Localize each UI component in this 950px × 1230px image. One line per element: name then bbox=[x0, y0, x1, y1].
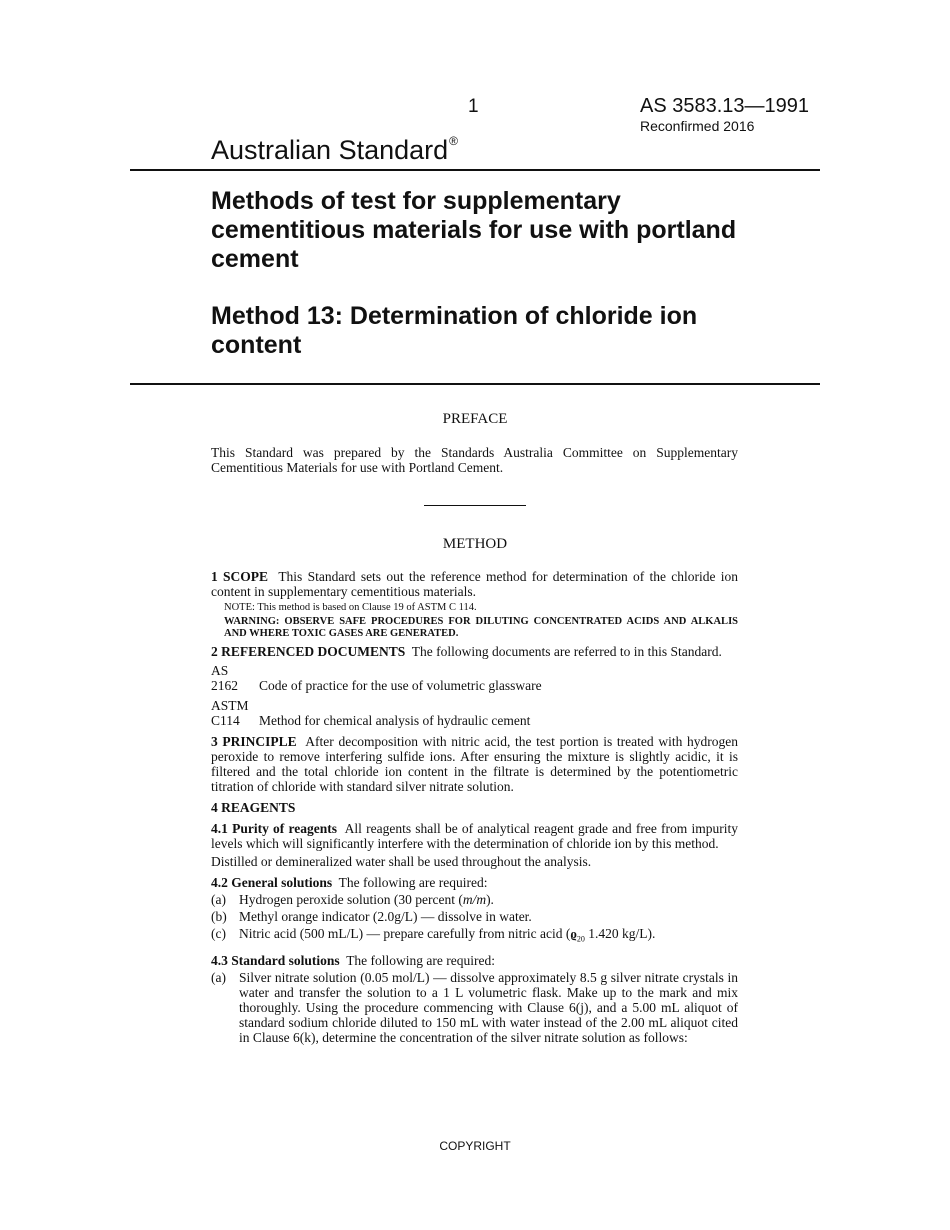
general-solutions-paragraph bbox=[211, 875, 738, 890]
list-text: Silver nitrate solution (0.05 mol/L) — dissolve approximately 8.5 g silver nitrate crystals in water and transfer the solution to a 1 L volumetric flask. Make up to the mark and mix thoroughly. Using the procedure commencing with Clause 6(j), and a 5.00 mL aliquot of standard sodium chloride diluted to 150 mL with water instead of the 2.00 mL aliquot cited in Clause 6(k), determine the concentration of the silver nitrate solution as follows: bbox=[239, 969, 738, 1045]
header-rule bbox=[130, 169, 820, 171]
list-label: (a) bbox=[211, 892, 226, 907]
reference-title: Code of practice for the use of volumetric glassware bbox=[259, 678, 542, 693]
reference-code: 2162 bbox=[211, 678, 238, 693]
list-text-part: 1.420 kg/L). bbox=[584, 926, 656, 941]
reference-item bbox=[211, 713, 738, 728]
list-text-italic: m/m bbox=[462, 892, 487, 907]
principle-paragraph bbox=[211, 734, 738, 794]
preface-paragraph: This Standard was prepared by the Standards Australia Committee on Supplementary Cementitious Materials for use with Portland Cement. bbox=[211, 445, 738, 475]
density-symbol bbox=[570, 926, 585, 947]
reference-group-as bbox=[211, 663, 738, 693]
list-label: (b) bbox=[211, 909, 227, 924]
general-heading: 4.2 General solutions bbox=[211, 875, 333, 890]
purity-heading: 4.1 Purity of reagents bbox=[211, 821, 337, 836]
scope-heading: 1 SCOPE bbox=[211, 569, 269, 584]
scope-paragraph bbox=[211, 569, 738, 599]
document-title bbox=[211, 187, 771, 360]
list-text bbox=[239, 926, 738, 947]
purity-text: All reagents shall be of analytical reagent grade and free from impurity levels which will significantly interfere with the determination of chloride ion by this method. bbox=[211, 821, 738, 851]
reference-group-astm bbox=[211, 698, 738, 728]
reagents-heading-text: 4 REAGENTS bbox=[211, 800, 296, 815]
method-heading: METHOD bbox=[442, 536, 508, 552]
list-text-part: Nitric acid (500 mL/L) — prepare carefully from nitric acid ( bbox=[239, 926, 571, 941]
list-text-part: Hydrogen peroxide solution (30 percent ( bbox=[239, 892, 463, 907]
reference-title: Method for chemical analysis of hydraulic cement bbox=[259, 713, 531, 728]
brand-title bbox=[211, 134, 458, 166]
scope-text: This Standard sets out the reference method for determination of the chloride ion content in supplementary cementitious materials. bbox=[211, 569, 739, 599]
standard-intro: The following are required: bbox=[346, 952, 496, 968]
referenced-heading: 2 REFERENCED DOCUMENTS bbox=[211, 644, 406, 659]
list-item bbox=[211, 926, 738, 947]
list-label: (a) bbox=[211, 969, 226, 985]
list-item bbox=[211, 909, 738, 924]
scope-note: NOTE: This method is based on Clause 19 of ASTM C 114. bbox=[224, 602, 477, 613]
copyright-footer: COPYRIGHT bbox=[439, 1139, 511, 1153]
reference-code: C114 bbox=[211, 713, 240, 728]
standard-solutions-paragraph bbox=[211, 953, 738, 968]
method-title: Method 13: Determination of chloride ion content bbox=[211, 302, 698, 359]
main-title: Methods of test for supplementary cementitious materials for use with portland cement bbox=[211, 187, 737, 273]
preface-heading: PREFACE bbox=[442, 411, 508, 427]
method-body bbox=[211, 569, 738, 1045]
standard-heading: 4.3 Standard solutions bbox=[211, 952, 340, 968]
scope-warning: WARNING: OBSERVE SAFE PROCEDURES FOR DILUTING CONCENTRATED ACIDS AND ALKALIS AND WHERE TOXIC GASES ARE GENERATED. bbox=[224, 616, 738, 639]
reconfirmed-note: Reconfirmed 2016 bbox=[640, 118, 755, 134]
page-number: 1 bbox=[468, 96, 479, 117]
list-text-part: ). bbox=[486, 892, 494, 907]
list-item bbox=[211, 892, 738, 907]
list-text: Methyl orange indicator (2.0g/L) — dissolve in water. bbox=[239, 909, 532, 924]
reagents-heading bbox=[211, 800, 738, 815]
standard-number: AS 3583.13—1991 bbox=[640, 95, 810, 117]
reference-item bbox=[211, 678, 738, 693]
rho-subscript: 20 bbox=[576, 934, 585, 944]
purity-paragraph bbox=[211, 821, 738, 851]
list-label: (c) bbox=[211, 926, 226, 941]
preface-text bbox=[211, 445, 738, 475]
registered-mark: ® bbox=[449, 134, 458, 148]
list-text bbox=[239, 892, 738, 907]
title-rule bbox=[130, 383, 820, 385]
referenced-paragraph bbox=[211, 644, 738, 659]
general-intro: The following are required: bbox=[338, 875, 488, 890]
principle-heading: 3 PRINCIPLE bbox=[211, 734, 297, 749]
reference-org: AS bbox=[211, 663, 229, 678]
list-item bbox=[211, 970, 738, 1045]
reference-org: ASTM bbox=[211, 698, 249, 713]
rho-glyph: ϱ bbox=[570, 926, 577, 941]
brand-name: Australian Standard bbox=[211, 135, 449, 165]
referenced-text: The following documents are referred to in this Standard. bbox=[411, 644, 722, 659]
principle-text: After decomposition with nitric acid, the test portion is treated with hydrogen peroxide to remove interfering sulfide ions. After ensuring the mixture is slightly acidic, it is filtered and the total chloride ion content in the filtrate is determined by the potentiometric titration of chloride with standard silver nitrate solution. bbox=[211, 734, 738, 794]
section-divider bbox=[424, 505, 526, 506]
water-text: Distilled or demineralized water shall be used throughout the analysis. bbox=[211, 854, 592, 869]
